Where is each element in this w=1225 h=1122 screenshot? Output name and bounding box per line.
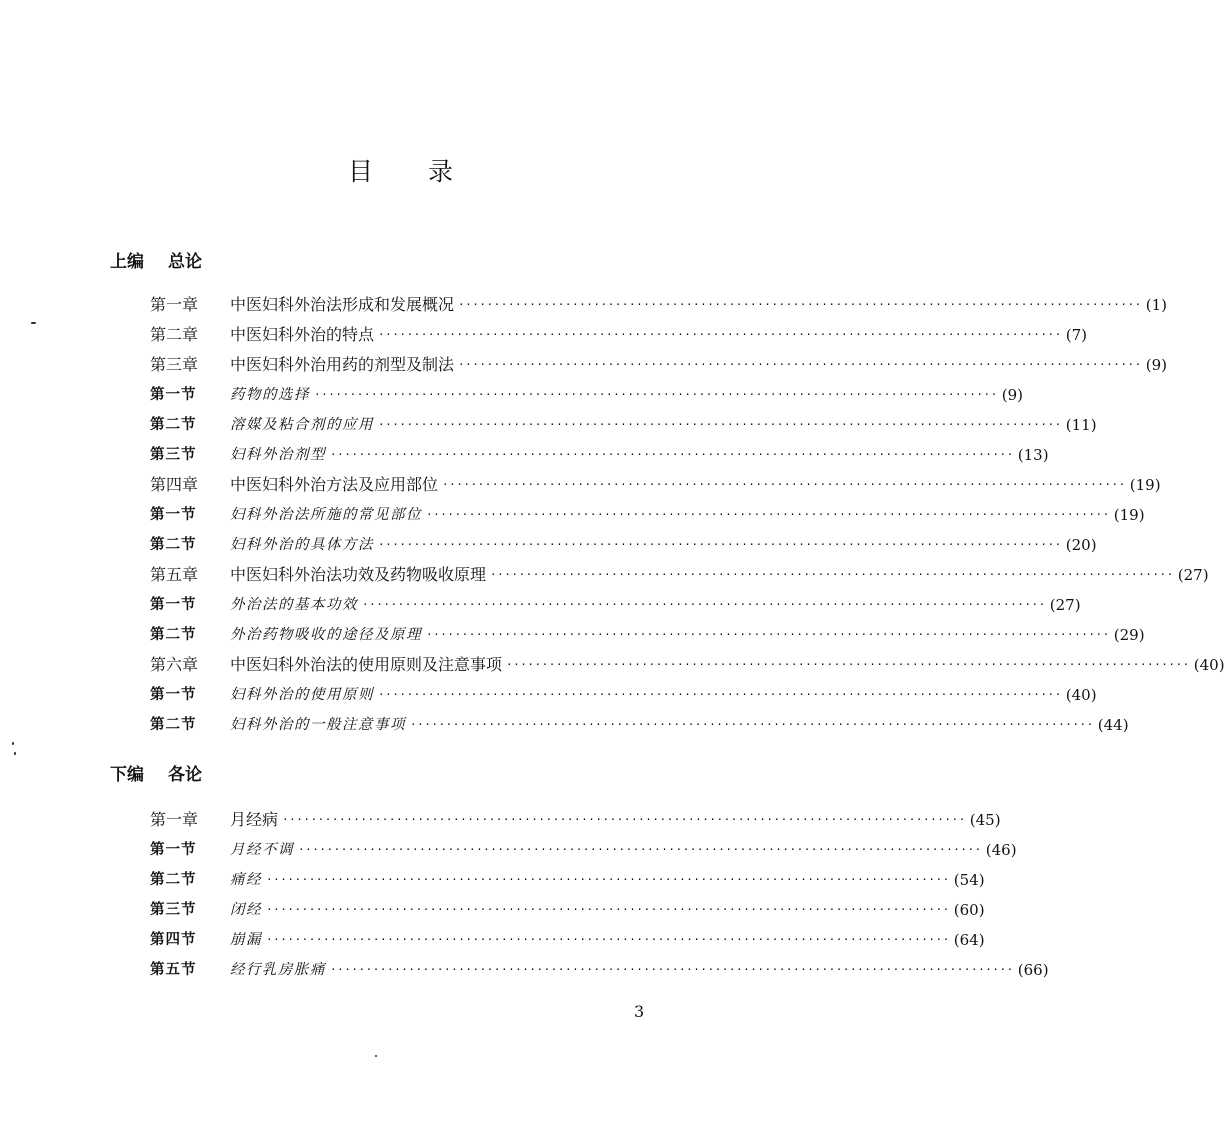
- toc-entry-label: 第二节: [150, 626, 197, 643]
- toc-entry-label: 第四节: [150, 931, 197, 948]
- part-heading-upper: [110, 247, 202, 277]
- toc-entry[interactable]: [150, 350, 1168, 380]
- toc-entry-page: (45): [969, 811, 1001, 829]
- scan-speck: [31, 322, 36, 324]
- toc-entry[interactable]: [150, 380, 1024, 410]
- toc-entry-page: (27): [1177, 566, 1209, 584]
- toc-entry[interactable]: [150, 320, 1088, 350]
- toc-dot-leader: ································································································: [426, 508, 1110, 521]
- toc-entry-page: (29): [1113, 626, 1145, 644]
- toc-dot-leader: ································································································: [378, 538, 1062, 551]
- toc-entry[interactable]: [150, 440, 1049, 470]
- toc-entry-title: 经行乳房胀痛: [230, 962, 326, 978]
- toc-entry[interactable]: [150, 560, 1209, 590]
- toc-entry-title: 妇科外治法所施的常见部位: [230, 507, 422, 523]
- toc-entry[interactable]: [150, 955, 1049, 985]
- toc-entry-label: 第一章: [150, 810, 199, 829]
- toc-entry-label: 第一章: [150, 295, 199, 314]
- toc-entry[interactable]: [150, 710, 1129, 740]
- toc-entry-title: 月经病: [230, 810, 279, 829]
- toc-entry-page: (7): [1065, 326, 1088, 344]
- part-label: 上编: [110, 252, 144, 272]
- toc-dot-leader: ································································································: [410, 718, 1094, 731]
- scan-speck: [375, 1055, 377, 1057]
- toc-entry[interactable]: [150, 470, 1161, 500]
- toc-entry-title: 中医妇科外治法功效及药物吸收原理: [230, 565, 487, 584]
- toc-entry[interactable]: [150, 410, 1097, 440]
- toc-entry[interactable]: [150, 835, 1017, 865]
- toc-entry-label: 第一节: [150, 686, 197, 703]
- toc-dot-leader: ································································································: [378, 328, 1062, 341]
- page-title-char-1: 目: [348, 157, 374, 186]
- toc-entry-title: 妇科外治的具体方法: [230, 537, 374, 553]
- scan-speck: [12, 742, 14, 745]
- toc-entry[interactable]: [150, 805, 1001, 835]
- page-number: 3: [634, 1002, 645, 1021]
- toc-entry-page: (40): [1065, 686, 1097, 704]
- toc-entry-title: 闭经: [230, 902, 262, 918]
- toc-entry-page: (13): [1017, 446, 1049, 464]
- toc-entry-title: 中医妇科外治方法及应用部位: [230, 475, 439, 494]
- part-name: 各论: [168, 765, 202, 785]
- toc-entry-page: (40): [1193, 656, 1225, 674]
- toc-dot-leader: ································································································: [330, 448, 1014, 461]
- toc-entry-label: 第一节: [150, 386, 197, 403]
- toc-entry-label: 第六章: [150, 655, 199, 674]
- toc-entry-title: 中医妇科外治的特点: [230, 325, 375, 344]
- toc-dot-leader: ································································································: [266, 933, 950, 946]
- toc-list-upper: [150, 290, 1225, 740]
- toc-entry-title: 妇科外治的使用原则: [230, 687, 374, 703]
- toc-dot-leader: ································································································: [282, 813, 966, 826]
- toc-entry-page: (11): [1065, 416, 1097, 434]
- toc-dot-leader: ································································································: [298, 843, 982, 856]
- toc-entry-title: 溶媒及粘合剂的应用: [230, 417, 374, 433]
- toc-entry-title: 痛经: [230, 872, 262, 888]
- toc-dot-leader: ································································································: [378, 418, 1062, 431]
- toc-dot-leader: ································································································: [266, 903, 950, 916]
- toc-dot-leader: ································································································: [442, 478, 1126, 491]
- toc-entry-page: (20): [1065, 536, 1097, 554]
- toc-entry-label: 第四章: [150, 475, 199, 494]
- toc-dot-leader: ································································································: [378, 688, 1062, 701]
- scan-speck: [14, 752, 16, 755]
- toc-entry-title: 妇科外治的一般注意事项: [230, 717, 406, 733]
- toc-entry[interactable]: [150, 680, 1097, 710]
- toc-entry-page: (64): [953, 931, 985, 949]
- toc-dot-leader: ································································································: [330, 963, 1014, 976]
- toc-entry-title: 月经不调: [230, 842, 294, 858]
- toc-entry-label: 第二节: [150, 536, 197, 553]
- page-title-char-2: 录: [428, 157, 454, 186]
- toc-entry-page: (60): [953, 901, 985, 919]
- toc-entry-title: 中医妇科外治法的使用原则及注意事项: [230, 655, 503, 674]
- toc-entry-title: 药物的选择: [230, 387, 310, 403]
- toc-entry-label: 第二节: [150, 416, 197, 433]
- toc-entry-page: (19): [1113, 506, 1145, 524]
- toc-entry-page: (9): [1001, 386, 1024, 404]
- toc-entry[interactable]: [150, 500, 1145, 530]
- toc-entry-title: 中医妇科外治用药的剂型及制法: [230, 355, 455, 374]
- toc-entry[interactable]: [150, 895, 985, 925]
- toc-dot-leader: ································································································: [314, 388, 998, 401]
- toc-entry-label: 第一节: [150, 841, 197, 858]
- toc-list-lower: [150, 805, 1049, 985]
- toc-entry-page: (54): [953, 871, 985, 889]
- toc-entry-page: (27): [1049, 596, 1081, 614]
- toc-entry-label: 第三节: [150, 446, 197, 463]
- toc-entry[interactable]: [150, 620, 1145, 650]
- toc-dot-leader: ································································································: [362, 598, 1046, 611]
- toc-entry-page: (9): [1145, 356, 1168, 374]
- toc-entry-label: 第二章: [150, 325, 199, 344]
- toc-entry-label: 第三章: [150, 355, 199, 374]
- toc-entry-label: 第一节: [150, 506, 197, 523]
- toc-entry[interactable]: [150, 650, 1225, 680]
- toc-entry-page: (19): [1129, 476, 1161, 494]
- part-label: 下编: [110, 765, 144, 785]
- toc-dot-leader: ································································································: [490, 568, 1174, 581]
- toc-entry-page: (1): [1145, 296, 1168, 314]
- toc-dot-leader: ································································································: [506, 658, 1190, 671]
- toc-entry-label: 第五章: [150, 565, 199, 584]
- toc-dot-leader: ································································································: [458, 298, 1142, 311]
- toc-entry[interactable]: [150, 865, 985, 895]
- toc-entry-label: 第五节: [150, 961, 197, 978]
- toc-entry-title: 崩漏: [230, 932, 262, 948]
- toc-entry[interactable]: [150, 290, 1168, 320]
- toc-entry[interactable]: [150, 590, 1081, 620]
- toc-dot-leader: ································································································: [426, 628, 1110, 641]
- toc-entry[interactable]: [150, 530, 1097, 560]
- toc-dot-leader: ································································································: [266, 873, 950, 886]
- toc-entry-label: 第一节: [150, 596, 197, 613]
- toc-entry-title: 妇科外治剂型: [230, 447, 326, 463]
- toc-dot-leader: ································································································: [458, 358, 1142, 371]
- toc-entry-label: 第二节: [150, 871, 197, 888]
- toc-entry-title: 外治药物吸收的途径及原理: [230, 627, 422, 643]
- toc-entry-label: 第三节: [150, 901, 197, 918]
- toc-entry-page: (66): [1017, 961, 1049, 979]
- toc-entry-page: (44): [1097, 716, 1129, 734]
- page-title: [0, 152, 777, 192]
- toc-entry-label: 第二节: [150, 716, 197, 733]
- toc-entry-title: 中医妇科外治法形成和发展概况: [230, 295, 455, 314]
- toc-entry[interactable]: [150, 925, 985, 955]
- part-heading-lower: [110, 760, 202, 790]
- toc-entry-title: 外治法的基本功效: [230, 597, 358, 613]
- toc-entry-page: (46): [985, 841, 1017, 859]
- part-name: 总论: [168, 252, 202, 272]
